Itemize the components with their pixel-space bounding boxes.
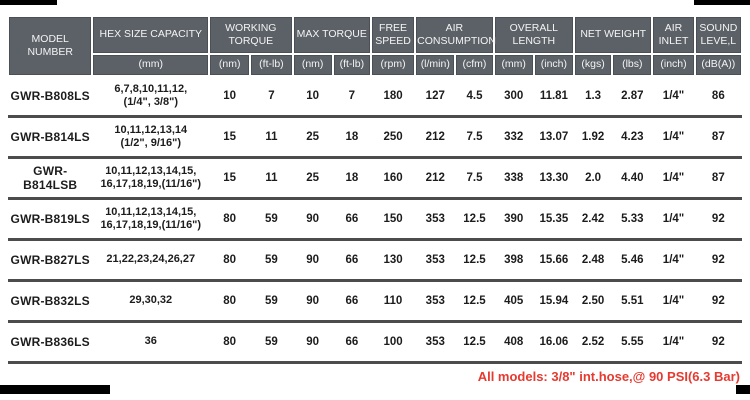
value-cell: 66 [333, 199, 371, 240]
table-row [8, 322, 742, 363]
header-group-air-inlet: AIR INLET [652, 16, 694, 54]
header-unit-cell: (lbs) [612, 54, 652, 76]
value-cell: 250 [371, 117, 415, 158]
header-unit-cell: (mm) [92, 54, 209, 76]
value-cell: 4.23 [612, 117, 652, 158]
hex-capacity-cell [92, 117, 209, 158]
header-unit-cell: (cfm) [455, 54, 493, 76]
value-cell: 10 [209, 76, 250, 117]
value-cell: 1.3 [574, 76, 612, 117]
value-cell: 2.50 [574, 281, 612, 322]
value-cell: 4.40 [612, 158, 652, 199]
table-row [8, 158, 742, 199]
value-cell: 59 [250, 240, 292, 281]
value-cell: 59 [250, 281, 292, 322]
header-group-hex-size-capacity: HEX SIZE CAPACITY [92, 16, 209, 54]
header-unit-cell: (nm) [209, 54, 250, 76]
model-number-cell: GWR-B827LS [8, 240, 92, 281]
header-unit-cell: (l/min) [415, 54, 455, 76]
value-cell: 353 [415, 322, 455, 363]
value-cell: 80 [209, 199, 250, 240]
value-cell: 7 [250, 76, 292, 117]
value-cell: 180 [371, 76, 415, 117]
frame-corner-bottom-left [0, 385, 110, 394]
value-cell: 25 [293, 158, 333, 199]
value-cell: 90 [293, 199, 333, 240]
value-cell: 90 [293, 281, 333, 322]
value-cell: 66 [333, 322, 371, 363]
value-cell: 59 [250, 199, 292, 240]
value-cell: 15 [209, 158, 250, 199]
value-cell: 1/4" [652, 322, 694, 363]
value-cell: 127 [415, 76, 455, 117]
table-body [8, 76, 742, 363]
value-cell: 66 [333, 281, 371, 322]
model-number-cell: GWR-B814LS [8, 117, 92, 158]
value-cell: 12.5 [455, 322, 493, 363]
value-cell: 80 [209, 240, 250, 281]
hex-capacity-line: 29,30,32 [129, 294, 173, 307]
value-cell: 332 [494, 117, 534, 158]
value-cell: 11.81 [534, 76, 574, 117]
value-cell: 87 [695, 158, 742, 199]
table-row [8, 117, 742, 158]
hex-capacity-line: 16,17,18,19,(11/16") [100, 219, 202, 231]
value-cell: 11 [250, 117, 292, 158]
value-cell: 408 [494, 322, 534, 363]
hex-capacity-line: 10,11,12,13,14,15, [105, 205, 197, 218]
value-cell: 353 [415, 240, 455, 281]
header-unit-cell: (ft-lb) [333, 54, 371, 76]
value-cell: 90 [293, 240, 333, 281]
hex-capacity-cell [92, 158, 209, 199]
header-group-max-torque: MAX TORQUE [293, 16, 371, 54]
value-cell: 16.06 [534, 322, 574, 363]
value-cell: 1/4" [652, 281, 694, 322]
value-cell: 1/4" [652, 158, 694, 199]
model-number-cell: GWR-B814LSB [8, 158, 92, 199]
value-cell: 338 [494, 158, 534, 199]
value-cell: 18 [333, 158, 371, 199]
header-group-net-weight: NET WEIGHT [574, 16, 652, 54]
value-cell: 92 [695, 199, 742, 240]
header-unit-cell: (ft-lb) [250, 54, 292, 76]
value-cell: 92 [695, 281, 742, 322]
value-cell: 12.5 [455, 281, 493, 322]
header-group-sound-leve-l: SOUND LEVE,L [695, 16, 742, 54]
value-cell: 2.0 [574, 158, 612, 199]
frame-corner-bottom-right [736, 385, 750, 394]
header-unit-cell: (nm) [293, 54, 333, 76]
value-cell: 1/4" [652, 76, 694, 117]
header-group-free-speed: FREE SPEED [371, 16, 415, 54]
value-cell: 13.30 [534, 158, 574, 199]
table-row [8, 199, 742, 240]
value-cell: 86 [695, 76, 742, 117]
value-cell: 110 [371, 281, 415, 322]
header-group-overall-length: OVERALL LENGTH [494, 16, 574, 54]
header-group-air-consumption: AIR CONSUMPTION [415, 16, 493, 54]
value-cell: 18 [333, 117, 371, 158]
hex-capacity-cell [92, 199, 209, 240]
value-cell: 150 [371, 199, 415, 240]
value-cell: 25 [293, 117, 333, 158]
hex-capacity-line: 21,22,23,24,26,27 [106, 253, 196, 266]
hex-capacity-line: (1/4", 3/8") [123, 96, 178, 108]
frame-corner-top-left [0, 0, 57, 5]
spec-table [7, 15, 743, 364]
value-cell: 2.48 [574, 240, 612, 281]
value-cell: 59 [250, 322, 292, 363]
table-row [8, 76, 742, 117]
value-cell: 12.5 [455, 240, 493, 281]
header-unit-cell: (dB(A)) [695, 54, 742, 76]
hex-capacity-cell [92, 76, 209, 117]
header-group-model-number: MODEL NUMBER [8, 16, 92, 76]
hex-capacity-cell [92, 281, 209, 322]
hex-capacity-line: 36 [144, 335, 157, 348]
header-unit-cell: (inch) [652, 54, 694, 76]
value-cell: 1/4" [652, 240, 694, 281]
value-cell: 212 [415, 117, 455, 158]
value-cell: 7.5 [455, 117, 493, 158]
value-cell: 7 [333, 76, 371, 117]
value-cell: 5.33 [612, 199, 652, 240]
model-number-cell: GWR-B836LS [8, 322, 92, 363]
hex-capacity-line: 16,17,18,19,(11/16") [100, 178, 202, 190]
hex-capacity-line: 10,11,12,13,14 [114, 123, 188, 136]
value-cell: 2.87 [612, 76, 652, 117]
value-cell: 5.46 [612, 240, 652, 281]
table-header [8, 16, 742, 76]
hex-capacity-line: 10,11,12,13,14,15, [105, 164, 197, 177]
value-cell: 92 [695, 240, 742, 281]
header-unit-cell: (rpm) [371, 54, 415, 76]
value-cell: 2.42 [574, 199, 612, 240]
header-unit-cell: (kgs) [574, 54, 612, 76]
value-cell: 5.51 [612, 281, 652, 322]
header-group-working-torque: WORKING TORQUE [209, 16, 292, 54]
hex-capacity-line: (1/2", 9/16") [120, 137, 182, 149]
value-cell: 12.5 [455, 199, 493, 240]
value-cell: 5.55 [612, 322, 652, 363]
value-cell: 87 [695, 117, 742, 158]
value-cell: 390 [494, 199, 534, 240]
value-cell: 130 [371, 240, 415, 281]
value-cell: 13.07 [534, 117, 574, 158]
value-cell: 7.5 [455, 158, 493, 199]
value-cell: 353 [415, 199, 455, 240]
frame-corner-top-right [694, 0, 750, 5]
value-cell: 10 [293, 76, 333, 117]
value-cell: 15.66 [534, 240, 574, 281]
value-cell: 15 [209, 117, 250, 158]
value-cell: 1/4" [652, 199, 694, 240]
hex-capacity-line: 6,7,8,10,11,12, [114, 82, 188, 95]
header-unit-cell: (inch) [534, 54, 574, 76]
model-number-cell: GWR-B808LS [8, 76, 92, 117]
value-cell: 300 [494, 76, 534, 117]
value-cell: 100 [371, 322, 415, 363]
table-row [8, 240, 742, 281]
hex-capacity-cell [92, 322, 209, 363]
value-cell: 11 [250, 158, 292, 199]
value-cell: 90 [293, 322, 333, 363]
value-cell: 160 [371, 158, 415, 199]
value-cell: 2.52 [574, 322, 612, 363]
value-cell: 80 [209, 322, 250, 363]
value-cell: 4.5 [455, 76, 493, 117]
hex-capacity-cell [92, 240, 209, 281]
value-cell: 1.92 [574, 117, 612, 158]
value-cell: 92 [695, 322, 742, 363]
value-cell: 1/4" [652, 117, 694, 158]
footnote-text: All models: 3/8" int.hose,@ 90 PSI(6.3 Bar) [477, 369, 740, 384]
header-unit-cell: (mm) [494, 54, 534, 76]
value-cell: 405 [494, 281, 534, 322]
value-cell: 66 [333, 240, 371, 281]
value-cell: 15.94 [534, 281, 574, 322]
model-number-cell: GWR-B819LS [8, 199, 92, 240]
value-cell: 398 [494, 240, 534, 281]
table-row [8, 281, 742, 322]
value-cell: 15.35 [534, 199, 574, 240]
value-cell: 80 [209, 281, 250, 322]
model-number-cell: GWR-B832LS [8, 281, 92, 322]
value-cell: 212 [415, 158, 455, 199]
value-cell: 353 [415, 281, 455, 322]
